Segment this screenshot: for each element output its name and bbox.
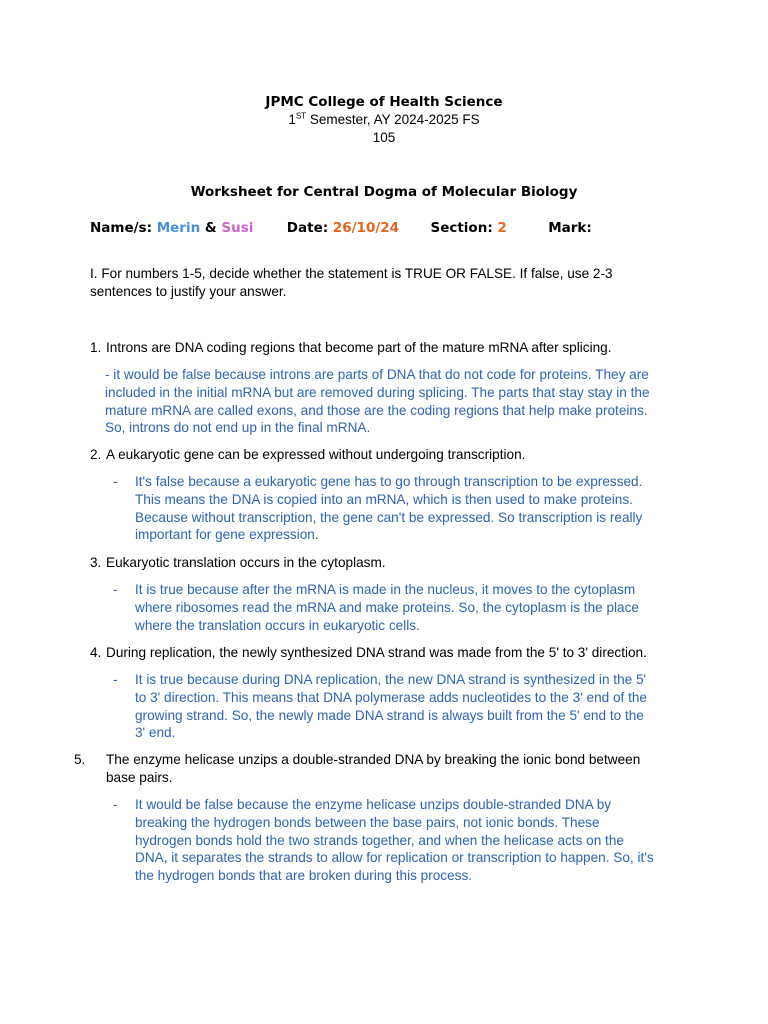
semester-number: 1 — [288, 112, 296, 127]
question-4 — [90, 644, 665, 662]
question-3 — [90, 554, 665, 572]
institution-name: JPMC College of Health Science — [265, 94, 503, 110]
semester-ordinal: ST — [295, 111, 307, 121]
question-number: 2. — [90, 447, 102, 462]
question-1 — [90, 339, 665, 357]
question-5 — [74, 751, 666, 787]
question-number: 1. — [90, 340, 102, 355]
question-text: During replication, the newly synthesized DNA strand was made from the 5' to 3' direction. — [106, 645, 647, 660]
answer-text: It's false because a eukaryotic gene has to go through transcription to be expressed. This means the DNA is copied into an mRNA, which is then used to make proteins. Because without transcription, the gene can't be expressed. So transcription is really important for gene expression. — [135, 474, 643, 543]
names-label: Name/s: — [90, 220, 152, 236]
question-number: 5. — [74, 752, 86, 767]
instructions: I. For numbers 1-5, decide whether the statement is TRUE OR FALSE. If false, use 2-3 sentences to justify your answer. — [90, 266, 613, 299]
answer-text: It is true because during DNA replication, the new DNA strand is synthesized in the 5' to 3' direction. This means that DNA polymerase adds nucleotides to the 3' end of the growing strand. So, the newly made DNA strand is always built from the 5' end to the 3' end. — [135, 672, 647, 741]
bullet-dash: - — [113, 797, 118, 812]
room-number: 105 — [372, 130, 396, 145]
question-number: 3. — [90, 555, 102, 570]
answer-1: - it would be false because introns are parts of DNA that do not code for proteins. They are included in the initial mRNA but are removed during splicing. The parts that stay stay in the mature mRNA are called exons, and those are the coding regions that help make proteins. So, introns do not end up in the final mRNA. — [105, 367, 650, 436]
answer-text: It is true because after the mRNA is made in the nucleus, it moves to the cytoplasm where ribosomes read the mRNA and make proteins. So, the cytoplasm is the place where the translation occurs in eukaryotic cells. — [135, 582, 639, 633]
document-header — [0, 93, 768, 147]
worksheet-title: Worksheet for Central Dogma of Molecular Biology — [190, 184, 578, 200]
bullet-dash: - — [113, 474, 118, 489]
student-name-1: Merin — [156, 220, 201, 236]
question-text: A eukaryotic gene can be expressed without undergoing transcription. — [106, 447, 526, 462]
mark-label: Mark: — [548, 220, 592, 236]
answer-2 — [113, 473, 655, 544]
question-text: Introns are DNA coding regions that become part of the mature mRNA after splicing. — [106, 340, 612, 355]
answer-3 — [113, 581, 655, 634]
semester-text: Semester, AY 2024-2025 FS — [306, 112, 480, 127]
answer-4 — [113, 671, 655, 742]
bullet-dash: - — [113, 672, 118, 687]
section-label: Section: — [430, 220, 493, 236]
date-label: Date: — [286, 220, 329, 236]
ampersand: & — [204, 220, 217, 236]
question-2 — [90, 446, 665, 464]
question-text: The enzyme helicase unzips a double-stranded DNA by breaking the ionic bond between base pairs. — [106, 752, 641, 785]
semester-line — [0, 111, 768, 129]
student-info-line — [90, 219, 690, 237]
question-text: Eukaryotic translation occurs in the cytoplasm. — [106, 555, 386, 570]
answer-text: It would be false because the enzyme helicase unzips double-stranded DNA by breaking the hydrogen bonds between the base pairs, not ionic bonds. These hydrogen bonds hold the two strands together, and when the helicase acts on the DNA, it separates the strands to allow for replication or transcription to happen. So, it's the hydrogen bonds that are broken during this process. — [135, 797, 654, 884]
date-value: 26/10/24 — [332, 220, 400, 236]
question-number: 4. — [90, 645, 102, 660]
answer-5 — [113, 796, 655, 885]
bullet-dash: - — [113, 582, 118, 597]
section-value: 2 — [497, 220, 507, 236]
student-name-2: Susi — [221, 220, 254, 236]
